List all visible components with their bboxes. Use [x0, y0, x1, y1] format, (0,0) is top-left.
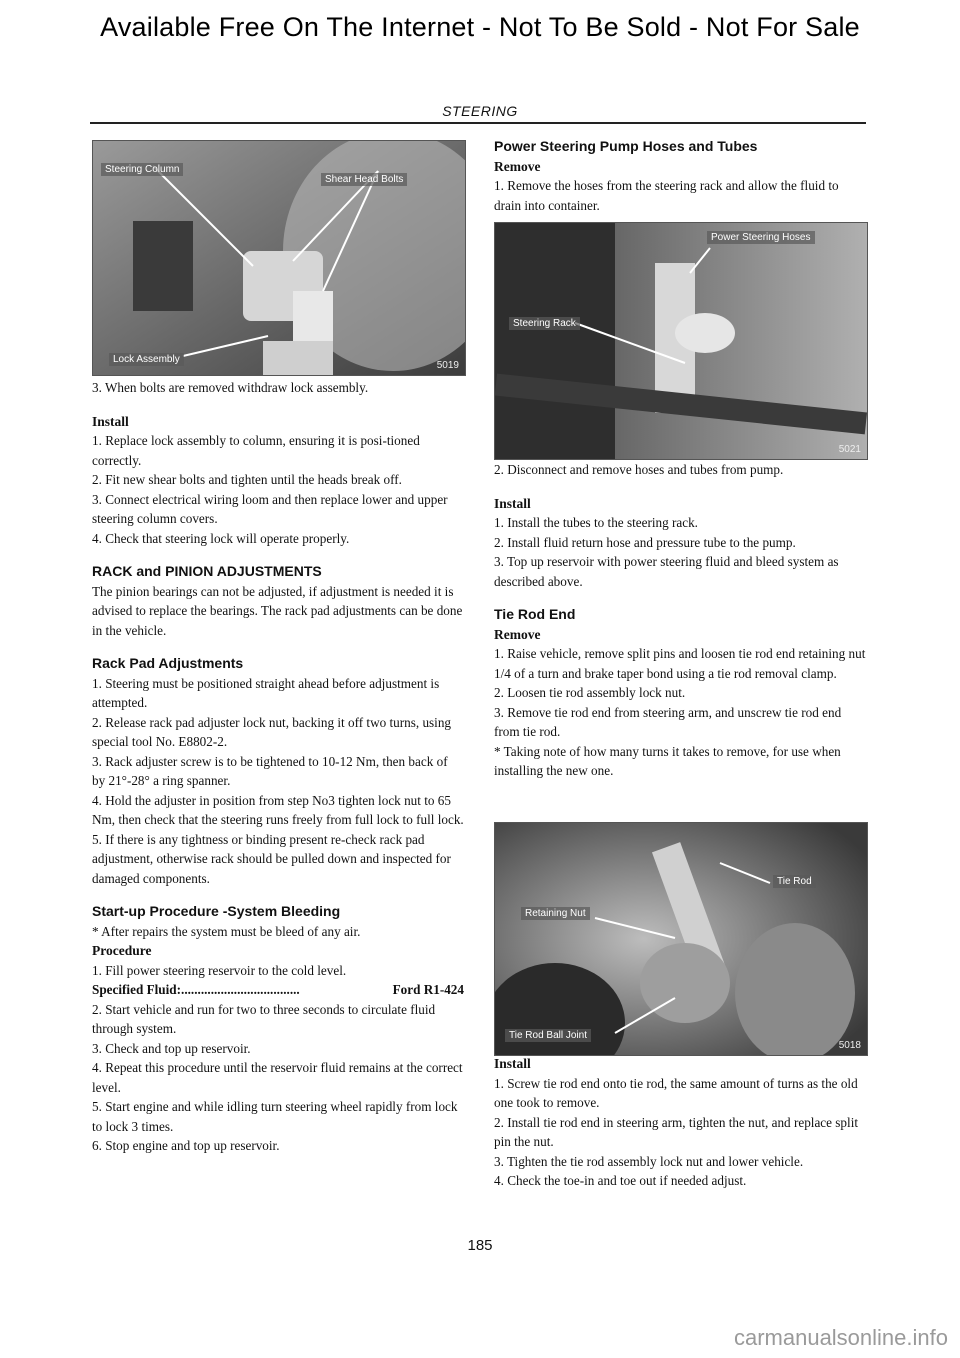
rack-pad-step: 3. Rack adjuster screw is to be tightened to 10-12 Nm, then back of by 21°-28° a ring spanner.	[92, 753, 448, 788]
photo-label-tie-rod: Tie Rod	[773, 875, 816, 888]
remove-step: 3. Remove tie rod end from steering arm, and unscrew tie rod end from tie rod.	[494, 704, 842, 739]
procedure-step: 3. Check and top up reservoir.	[92, 1040, 251, 1056]
right-column-top	[494, 137, 866, 215]
tie-rod-heading: Tie Rod End	[494, 606, 576, 622]
rack-pad-step: 2. Release rack pad adjuster lock nut, backing it off two turns, using special tool No. E8802-2.	[92, 714, 452, 749]
install-step: 1. Replace lock assembly to column, ensuring it is posi-tioned correctly.	[92, 433, 420, 468]
photo-number: 5021	[838, 444, 861, 455]
tie-rod-illustration	[495, 823, 867, 1055]
install-heading: Install	[92, 413, 129, 429]
power-steering-hoses-photo	[494, 222, 868, 460]
rack-pinion-heading: RACK and PINION ADJUSTMENTS	[92, 563, 322, 579]
startup-note: * After repairs the system must be bleed of any air.	[92, 923, 361, 939]
install-step: 2. Fit new shear bolts and tighten until the heads break off.	[92, 472, 402, 487]
banner-text: Available Free On The Internet - Not To Be Sold - Not For Sale	[100, 12, 860, 42]
left-column	[92, 378, 464, 1156]
photo-number: 5019	[436, 360, 459, 371]
psp-heading: Power Steering Pump Hoses and Tubes	[494, 138, 758, 154]
procedure-heading: Procedure	[92, 943, 152, 958]
spec-label: Specified Fluid:	[92, 982, 182, 997]
photo-label-power-steering-hoses: Power Steering Hoses	[707, 231, 815, 244]
remove-note: * Taking note of how many turns it takes to remove, for use when installing the new one.	[494, 743, 841, 778]
specified-fluid-row	[92, 980, 464, 1000]
procedure-step: 1. Fill power steering reservoir to the cold level.	[92, 962, 347, 978]
rack-pad-step: 5. If there is any tightness or binding present re-check rack pad adjustment, otherwise rack should be pulled down and inspected for damaged components.	[92, 831, 451, 886]
procedure-step: 4. Repeat this procedure until the reservoir fluid remains at the correct level.	[92, 1060, 463, 1095]
photo-label-steering-column: Steering Column	[101, 163, 183, 176]
install-step: 3. Tighten the tie rod assembly lock nut and lower vehicle.	[494, 1153, 804, 1169]
power-steering-illustration	[495, 223, 867, 459]
spec-dots: ....................................	[181, 982, 300, 997]
remove-step: 1. Raise vehicle, remove split pins and loosen tie rod end retaining nut 1/4 of a turn and brake taper bond using a tie rod removal clamp.	[494, 646, 866, 681]
procedure-step: 6. Stop engine and top up reservoir.	[92, 1138, 280, 1153]
page-number: 185	[467, 1237, 493, 1254]
install-step: 2. Install fluid return hose and pressure tube to the pump.	[494, 534, 796, 550]
photo-label-steering-rack: Steering Rack	[509, 317, 580, 330]
remove-heading: Remove	[494, 158, 541, 174]
remove-step: 1. Remove the hoses from the steering rack and allow the fluid to drain into container.	[494, 178, 839, 213]
photo-label-retaining-nut: Retaining Nut	[521, 907, 590, 920]
photo-label-lock-assembly: Lock Assembly	[109, 353, 184, 366]
rack-pad-step: 4. Hold the adjuster in position from step No3 tighten lock nut to 65 Nm, then check that the steering runs freely from full lock to full lock.	[92, 792, 464, 827]
install-step: 4. Check the toe-in and toe out if needed adjust.	[494, 1173, 747, 1188]
watermark-text: carmanualsonline.info	[733, 1325, 948, 1350]
install-heading: Install	[494, 495, 531, 511]
photo-number: 5018	[838, 1040, 861, 1051]
section-title: STEERING	[442, 103, 518, 119]
install-step: 1. Install the tubes to the steering rack.	[494, 515, 698, 530]
right-column-bottom	[494, 1054, 866, 1191]
install-step: 2. Install tie rod end in steering arm, tighten the nut, and replace split pin the nut.	[494, 1114, 859, 1149]
photo-label-shear-head-bolts: Shear Head Bolts	[321, 173, 407, 186]
startup-heading: Start-up Procedure -System Bleeding	[92, 903, 341, 919]
rack-pinion-text: The pinion bearings can not be adjusted, if adjustment is needed it is advised to replace the bearings. The rack pad adjustments can be done in the vehicle.	[92, 583, 463, 638]
install-step: 3. Top up reservoir with power steering fluid and bleed system as described above.	[494, 554, 839, 589]
remove-heading: Remove	[494, 626, 541, 642]
install-step: 1. Screw tie rod end onto tie rod, the same amount of turns as the old one took to remove.	[494, 1075, 858, 1110]
caption-disconnect-hoses: 2. Disconnect and remove hoses and tubes from pump.	[494, 462, 784, 477]
install-heading: Install	[494, 1056, 531, 1071]
right-column-middle	[494, 460, 866, 781]
tie-rod-photo	[494, 822, 868, 1056]
install-step: 4. Check that steering lock will operate properly.	[92, 530, 350, 546]
procedure-step: 2. Start vehicle and run for two to three seconds to circulate fluid through system.	[92, 1001, 436, 1036]
install-step: 3. Connect electrical wiring loom and then replace lower and upper steering column covers.	[92, 491, 448, 526]
caption-lock-withdraw: 3. When bolts are removed withdraw lock assembly.	[92, 380, 369, 395]
procedure-step: 5. Start engine and while idling turn steering wheel rapidly from lock to lock 3 times.	[92, 1099, 458, 1134]
photo-label-tie-rod-ball-joint: Tie Rod Ball Joint	[505, 1029, 591, 1042]
rack-pad-step: 1. Steering must be positioned straight ahead before adjustment is attempted.	[92, 675, 440, 710]
spec-value: Ford R1-424	[392, 982, 464, 997]
rack-pad-heading: Rack Pad Adjustments	[92, 655, 244, 671]
steering-column-illustration	[93, 141, 465, 375]
remove-step: 2. Loosen tie rod assembly lock nut.	[494, 685, 686, 700]
steering-column-photo	[92, 140, 466, 376]
header-rule	[90, 122, 866, 124]
